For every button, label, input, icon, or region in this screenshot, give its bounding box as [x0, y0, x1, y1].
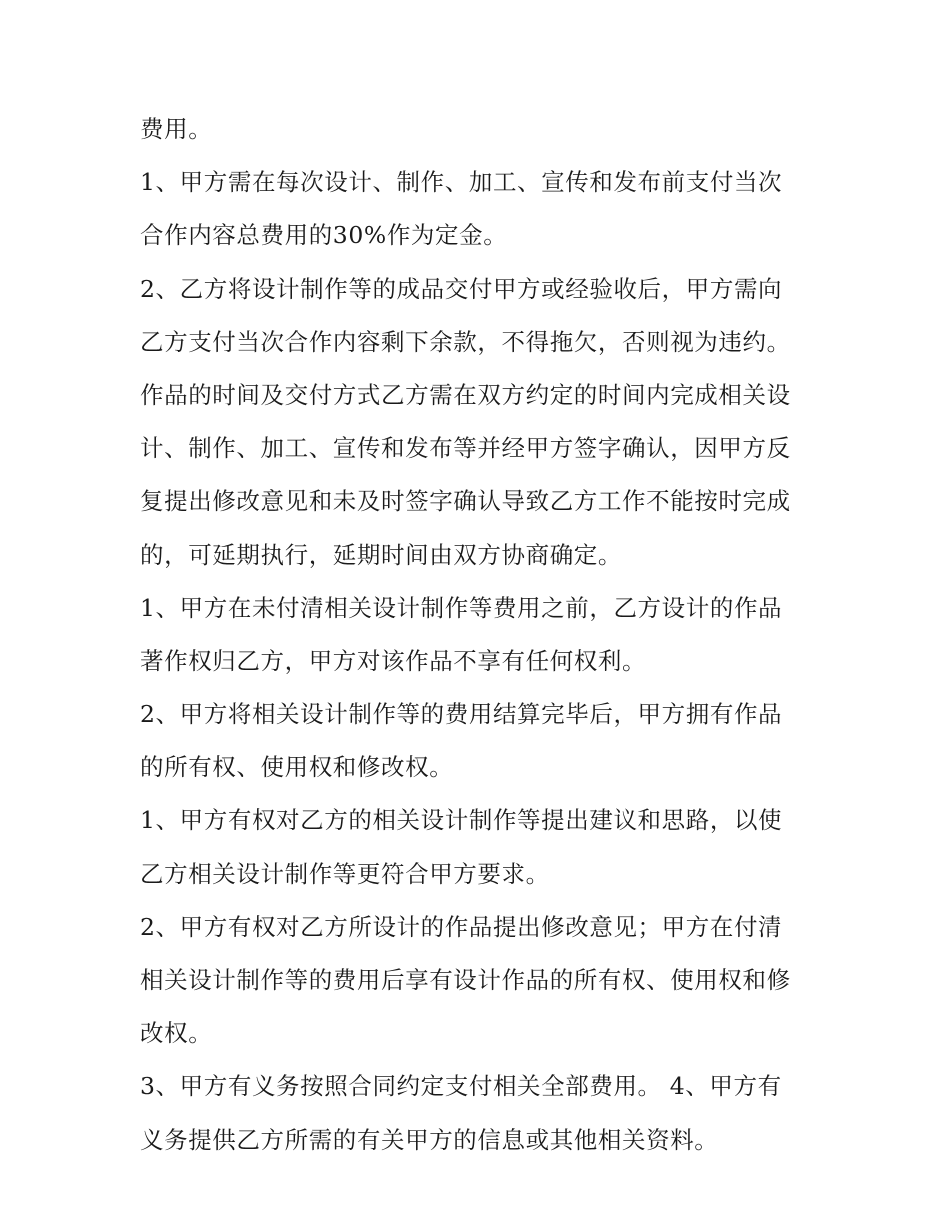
text-line: 的，可延期执行，延期时间由双方协商确定。: [140, 540, 622, 569]
text-line: 的所有权、使用权和修改权。: [140, 753, 454, 782]
text-line: 改权。: [140, 1019, 213, 1048]
text-line: 义务提供乙方所需的有关甲方的信息或其他相关资料。: [140, 1125, 719, 1154]
text-line: 相关设计制作等的费用后享有设计作品的所有权、使用权和修: [140, 966, 791, 994]
text-line: 2、乙方将设计制作等的成品交付甲方或经验收后，甲方需向: [140, 274, 783, 303]
paragraph-delivery-time: [140, 369, 820, 582]
text-line: 乙方相关设计制作等更符合甲方要求。: [140, 859, 550, 888]
text-line: 作品的时间及交付方式乙方需在双方约定的时间内完成相关设: [140, 380, 791, 409]
paragraph-fee-ending: [140, 103, 820, 156]
text-line: 费用。: [140, 115, 213, 143]
document-body: [140, 103, 820, 1167]
text-line: 2、甲方将相关设计制作等的费用结算完毕后，甲方拥有作品: [140, 700, 783, 729]
paragraph-party-a-modification-right: [140, 901, 820, 1061]
text-line: 计、制作、加工、宣传和发布等并经甲方签字确认，因甲方反: [140, 434, 791, 463]
paragraph-party-a-obligations: [140, 1060, 820, 1166]
text-line: 合作内容总费用的30%作为定金。: [140, 221, 508, 250]
text-line: 2、甲方有权对乙方所设计的作品提出修改意见；甲方在付清: [140, 912, 783, 941]
text-line: 乙方支付当次合作内容剩下余款，不得拖欠，否则视为违约。: [140, 327, 791, 356]
text-line: 3、甲方有义务按照合同约定支付相关全部费用。 4、甲方有: [140, 1072, 782, 1101]
text-line: 复提出修改意见和未及时签字确认导致乙方工作不能按时完成: [140, 487, 791, 516]
text-line: 著作权归乙方，甲方对该作品不享有任何权利。: [140, 646, 647, 675]
paragraph-copyright-before-payment: [140, 582, 820, 688]
text-line: 1、甲方有权对乙方的相关设计制作等提出建议和思路，以使: [140, 806, 783, 835]
paragraph-balance-payment: [140, 263, 820, 369]
paragraph-ownership-after-payment: [140, 688, 820, 794]
paragraph-deposit: [140, 156, 820, 262]
text-line: 1、甲方在未付清相关设计制作等费用之前，乙方设计的作品: [140, 593, 783, 622]
paragraph-party-a-suggestion-right: [140, 794, 820, 900]
text-line: 1、甲方需在每次设计、制作、加工、宣传和发布前支付当次: [140, 168, 783, 197]
